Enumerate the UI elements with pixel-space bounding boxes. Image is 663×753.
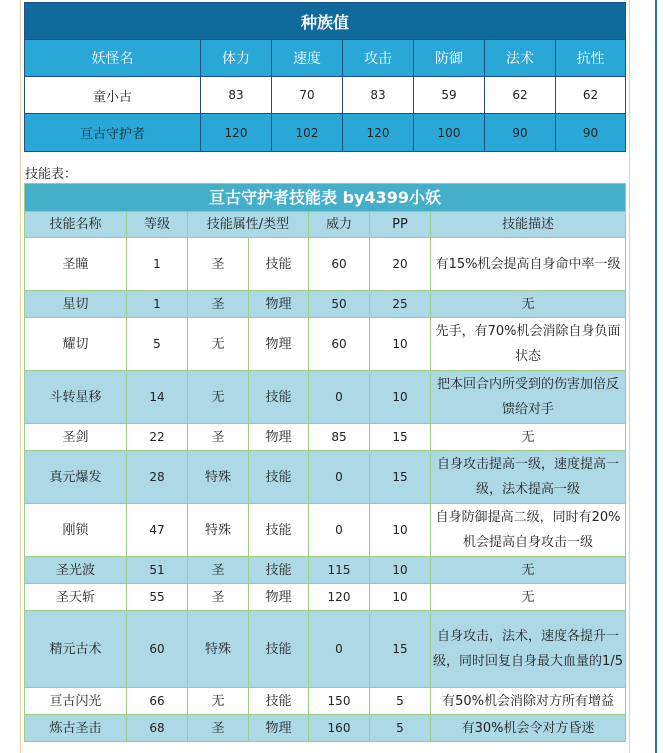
stat-cell: 70 — [272, 77, 343, 114]
skill-description: 无 — [431, 291, 626, 318]
skill-power: 115 — [309, 557, 370, 584]
skill-description: 无 — [431, 424, 626, 451]
skill-attribute: 圣 — [188, 238, 249, 291]
skill-level: 1 — [127, 291, 188, 318]
skill-attribute: 特殊 — [188, 451, 249, 504]
stat-cell: 120 — [201, 114, 272, 152]
skill-attribute: 圣 — [188, 291, 249, 318]
monster-name: 亘古守护者 — [25, 114, 201, 152]
header-cell: 技能描述 — [431, 212, 626, 238]
skill-pp: 20 — [370, 238, 431, 291]
table-row — [25, 504, 626, 557]
header-cell: 法术 — [485, 40, 556, 77]
header-cell: PP — [370, 212, 431, 238]
table-row — [25, 318, 626, 371]
skill-power: 120 — [309, 584, 370, 611]
header-cell: 技能名称 — [25, 212, 127, 238]
skill-level: 55 — [127, 584, 188, 611]
skill-level: 14 — [127, 371, 188, 424]
header-cell: 速度 — [272, 40, 343, 77]
skill-attribute: 无 — [188, 318, 249, 371]
skill-pp: 15 — [370, 611, 431, 688]
stat-cell: 120 — [343, 114, 414, 152]
skill-power: 85 — [309, 424, 370, 451]
skill-pp: 15 — [370, 424, 431, 451]
skill-attribute: 圣 — [188, 557, 249, 584]
skill-description: 自身攻击，法术，速度各提升一级，同时回复自身最大血量的1/5 — [431, 611, 626, 688]
skill-pp: 25 — [370, 291, 431, 318]
skill-type: 物理 — [249, 715, 309, 742]
skill-power: 0 — [309, 504, 370, 557]
skill-type: 技能 — [249, 611, 309, 688]
table-row — [25, 715, 626, 742]
skill-type: 物理 — [249, 584, 309, 611]
table-row — [25, 557, 626, 584]
skill-name: 圣光波 — [25, 557, 127, 584]
skill-type: 技能 — [249, 451, 309, 504]
skill-name: 圣天斩 — [25, 584, 127, 611]
skill-type: 物理 — [249, 291, 309, 318]
skill-pp: 10 — [370, 504, 431, 557]
skill-name: 亘古闪光 — [25, 688, 127, 715]
skill-description: 先手，有70%机会消除自身负面状态 — [431, 318, 626, 371]
stat-cell: 100 — [414, 114, 485, 152]
skill-pp: 10 — [370, 557, 431, 584]
header-cell: 妖怪名 — [25, 40, 201, 77]
skill-pp: 5 — [370, 688, 431, 715]
skill-power: 50 — [309, 291, 370, 318]
header-cell: 体力 — [201, 40, 272, 77]
skill-attribute: 特殊 — [188, 611, 249, 688]
table-row — [25, 424, 626, 451]
skill-type: 技能 — [249, 557, 309, 584]
skill-table-header — [25, 212, 626, 238]
header-cell: 防御 — [414, 40, 485, 77]
race-table-title: 种族值 — [25, 3, 626, 40]
skill-attribute: 无 — [188, 371, 249, 424]
skill-power: 0 — [309, 451, 370, 504]
skill-description: 有30%机会令对方昏迷 — [431, 715, 626, 742]
table-row — [25, 77, 626, 114]
skill-description: 无 — [431, 584, 626, 611]
skill-power: 0 — [309, 611, 370, 688]
skill-level: 1 — [127, 238, 188, 291]
skill-pp: 10 — [370, 584, 431, 611]
stat-cell: 62 — [485, 77, 556, 114]
stat-cell: 102 — [272, 114, 343, 152]
table-row — [25, 451, 626, 504]
skill-type: 物理 — [249, 424, 309, 451]
skill-name: 斗转星移 — [25, 371, 127, 424]
skill-description: 无 — [431, 557, 626, 584]
skill-attribute: 圣 — [188, 424, 249, 451]
header-cell: 等级 — [127, 212, 188, 238]
stat-cell: 83 — [201, 77, 272, 114]
skill-level: 22 — [127, 424, 188, 451]
table-row — [25, 584, 626, 611]
skill-type: 技能 — [249, 504, 309, 557]
scrollbar-edge — [655, 0, 657, 753]
skill-pp: 10 — [370, 371, 431, 424]
skill-power: 160 — [309, 715, 370, 742]
skill-attribute: 圣 — [188, 715, 249, 742]
skill-name: 圣瞳 — [25, 238, 127, 291]
skill-level: 51 — [127, 557, 188, 584]
skill-type: 物理 — [249, 318, 309, 371]
monster-name: 童小古 — [25, 77, 201, 114]
table-row — [25, 114, 626, 152]
header-cell: 威力 — [309, 212, 370, 238]
table-row — [25, 291, 626, 318]
skill-pp: 5 — [370, 715, 431, 742]
stat-cell: 59 — [414, 77, 485, 114]
skill-power: 0 — [309, 371, 370, 424]
table-row — [25, 611, 626, 688]
stat-cell: 83 — [343, 77, 414, 114]
skill-power: 60 — [309, 318, 370, 371]
skill-pp: 15 — [370, 451, 431, 504]
skill-level: 60 — [127, 611, 188, 688]
header-cell: 攻击 — [343, 40, 414, 77]
skill-level: 5 — [127, 318, 188, 371]
skill-description: 有15%机会提高自身命中率一级 — [431, 238, 626, 291]
skill-description: 自身攻击提高一级，速度提高一级，法术提高一级 — [431, 451, 626, 504]
skill-level: 47 — [127, 504, 188, 557]
skill-table-body — [25, 238, 626, 742]
race-value-table — [24, 2, 626, 152]
skill-attribute: 特殊 — [188, 504, 249, 557]
skill-level: 66 — [127, 688, 188, 715]
skill-description: 自身防御提高二级，同时有20%机会提高自身攻击一级 — [431, 504, 626, 557]
skill-name: 炼古圣击 — [25, 715, 127, 742]
race-table-header — [25, 40, 626, 77]
skill-name: 精元古术 — [25, 611, 127, 688]
skill-type: 技能 — [249, 238, 309, 291]
header-cell: 技能属性/类型 — [188, 212, 309, 238]
skill-name: 刚锁 — [25, 504, 127, 557]
skill-power: 150 — [309, 688, 370, 715]
skill-power: 60 — [309, 238, 370, 291]
skill-type: 技能 — [249, 688, 309, 715]
skill-pp: 10 — [370, 318, 431, 371]
table-row — [25, 688, 626, 715]
skill-description: 把本回合内所受到的伤害加倍反馈给对手 — [431, 371, 626, 424]
skill-level: 28 — [127, 451, 188, 504]
skill-name: 耀切 — [25, 318, 127, 371]
skill-table-title: 亘古守护者技能表 by4399小妖 — [25, 184, 626, 212]
header-cell: 抗性 — [556, 40, 626, 77]
skill-name: 圣剑 — [25, 424, 127, 451]
stat-cell: 62 — [556, 77, 626, 114]
skill-type: 技能 — [249, 371, 309, 424]
stat-cell: 90 — [485, 114, 556, 152]
stat-cell: 90 — [556, 114, 626, 152]
skills-label: 技能表： — [25, 167, 78, 182]
table-row — [25, 371, 626, 424]
skill-table — [24, 183, 626, 742]
skill-description: 有50%机会消除对方所有增益 — [431, 688, 626, 715]
table-row — [25, 238, 626, 291]
skill-level: 68 — [127, 715, 188, 742]
skill-name: 星切 — [25, 291, 127, 318]
skill-name: 真元爆发 — [25, 451, 127, 504]
skill-attribute: 无 — [188, 688, 249, 715]
skill-attribute: 圣 — [188, 584, 249, 611]
